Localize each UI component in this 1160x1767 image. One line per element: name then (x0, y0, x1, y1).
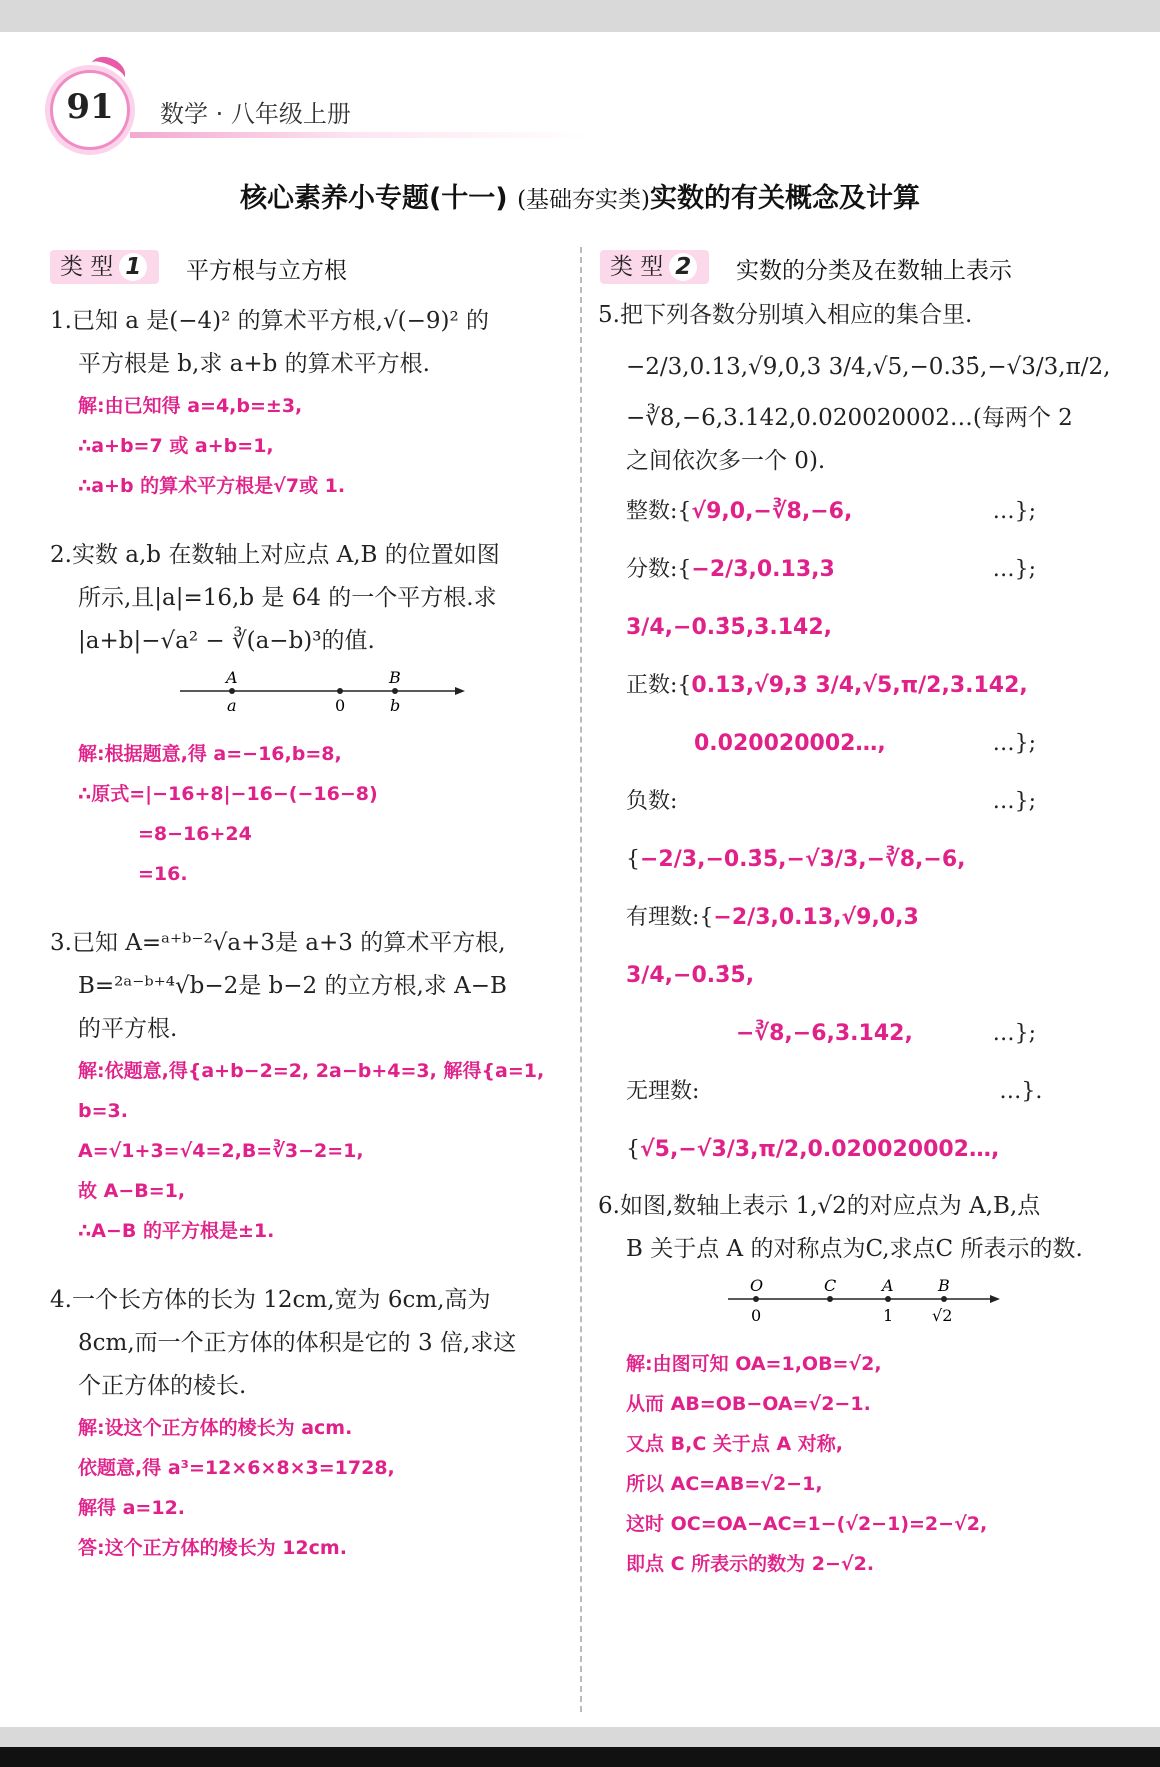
q5-line1: 5.把下列各数分别填入相应的集合里. (598, 302, 973, 328)
title-sub: (基础夯实类) (517, 187, 651, 213)
q2-point-zero (337, 688, 343, 694)
q6-axis-arrow (990, 1295, 1000, 1303)
q1-line2: 平方根是 b,求 a+b 的算术平方根. (78, 351, 430, 377)
q2-point-b (392, 688, 398, 694)
q6-point-a (885, 1296, 891, 1302)
q3-answer (50, 1051, 565, 1251)
set-value: √5,−√3/3,π/2,0.020020002…, (640, 1137, 1000, 1162)
q2-answer-line: =8−16+24 (138, 823, 252, 845)
q6-label-root2: √2 (932, 1306, 953, 1325)
q6-number-line (598, 1271, 1118, 1329)
set-value: √9,0,−∛8,−6, (691, 499, 853, 524)
q2-answer-line: =16. (138, 863, 188, 885)
q4-answer-line: 答:这个正方体的棱长为 12cm. (78, 1537, 347, 1559)
q1-answer-line: ∴a+b=7 或 a+b=1, (78, 435, 274, 457)
set-label: 有理数:{ (626, 905, 714, 930)
question-6 (598, 1185, 1118, 1271)
q6-label-O: O (750, 1276, 764, 1295)
q3-answer-line: 故 A−B=1, (78, 1180, 186, 1202)
title-main-a: 核心素养小专题(十一) (239, 183, 508, 214)
q1-answer (50, 386, 565, 506)
set-fractions (626, 541, 1036, 657)
document-page (0, 32, 1160, 1727)
bottom-bar (0, 1747, 1160, 1767)
set-value: −∛8,−6,3.142, (736, 1021, 913, 1046)
page-number: 91 (66, 87, 114, 127)
set-label: 整数:{ (626, 499, 692, 524)
q6-answer-line: 即点 C 所表示的数为 2−√2. (626, 1553, 875, 1575)
set-value: −2/3,0.13,3 3/4,−0.3̇5̇,3.142, (626, 557, 835, 640)
column-divider (580, 247, 582, 1712)
set-end: …}; (992, 789, 1036, 814)
q2-line2: 所示,且|a|=16,b 是 64 的一个平方根.求 (78, 585, 497, 611)
q2-label-A: A (226, 668, 238, 687)
q1-answer-line: ∴a+b 的算术平方根是√7或 1. (78, 475, 346, 497)
question-5 (598, 294, 1118, 483)
q6-point-o (753, 1296, 759, 1302)
header-underline (130, 132, 590, 138)
q2-point-a (229, 688, 235, 694)
q3-line2: B=²ᵃ⁻ᵇ⁺⁴√b−2是 b−2 的立方根,求 A−B (78, 973, 507, 999)
q2-line1: 2.实数 a,b 在数轴上对应点 A,B 的位置如图 (50, 542, 500, 568)
q6-answer-line: 所以 AC=AB=√2−1, (626, 1473, 823, 1495)
set-positive (626, 657, 1036, 715)
q6-answer-line: 这时 OC=OA−AC=1−(√2−1)=2−√2, (626, 1513, 988, 1535)
page-number-badge (50, 70, 130, 150)
set-end: …}; (992, 731, 1036, 756)
set-value: 0.020020002…, (694, 731, 886, 756)
set-positive-cont (626, 715, 1036, 773)
q2-answer-line: ∴原式=|−16+8|−16−(−16−8) (78, 783, 378, 805)
set-negative (626, 773, 1036, 889)
q6-label-C: C (824, 1276, 837, 1295)
page-title (0, 176, 1160, 215)
q1-answer-line: 解:由已知得 a=4,b=±3, (78, 395, 303, 417)
question-2 (50, 534, 565, 663)
q2-line3: |a+b|−√a² − ∛(a−b)³的值. (78, 628, 375, 654)
section2-tag-label: 类 型 (610, 254, 664, 280)
subject-label: 数学 · 八年级上册 (160, 100, 351, 128)
section1-tag-label: 类 型 (60, 254, 114, 280)
q4-answer-line: 依题意,得 a³=12×6×8×3=1728, (78, 1457, 395, 1479)
section1-title: 平方根与立方根 (186, 258, 347, 284)
q2-axis-arrow (455, 687, 465, 695)
set-irrational (626, 1063, 1043, 1179)
set-label: 负数:{ (626, 789, 678, 872)
q1-line1: 1.已知 a 是(−4)² 的算术平方根,√(−9)² 的 (50, 308, 490, 334)
q3-answer-line: ∴A−B 的平方根是±1. (78, 1220, 275, 1242)
set-end: …}; (992, 499, 1036, 524)
section1-tag-num: 1 (119, 253, 147, 281)
q6-label-one: 1 (883, 1306, 894, 1325)
q6-answer (598, 1344, 1118, 1584)
q4-line1: 4.一个长方体的长为 12cm,宽为 6cm,高为 (50, 1287, 491, 1313)
section1-tag (50, 250, 159, 284)
q5-sets (598, 483, 1118, 1179)
q6-label-A: A (882, 1276, 894, 1295)
q2-label-b: b (390, 696, 401, 715)
q6-answer-line: 从而 AB=OB−OA=√2−1. (626, 1393, 871, 1415)
left-column (50, 300, 565, 1568)
section2-title: 实数的分类及在数轴上表示 (736, 258, 1012, 284)
q3-line1: 3.已知 A=ᵃ⁺ᵇ⁻²√a+3是 a+3 的算术平方根, (50, 930, 506, 956)
q6-point-c (827, 1296, 833, 1302)
q3-answer-line: A=√1+3=√4=2,B=∛3−2=1, (78, 1140, 364, 1162)
set-value: −2/3,−0.3̇5̇,−√3/3,−∛8,−6, (640, 847, 966, 872)
set-value: −2/3,0.13,√9,0,3 3/4,−0.3̇5̇, (626, 905, 919, 988)
section2-tag (600, 250, 709, 284)
set-label: 正数:{ (626, 673, 692, 698)
q6-label-B: B (938, 1276, 950, 1295)
q2-label-zero: 0 (335, 696, 346, 715)
set-rational (626, 889, 1036, 1005)
q4-line3: 个正方体的棱长. (78, 1373, 247, 1399)
q2-label-B: B (389, 668, 401, 687)
q2-answer-line: 解:根据题意,得 a=−16,b=8, (78, 743, 342, 765)
section2-tag-num: 2 (669, 253, 697, 281)
set-integers (626, 483, 1036, 541)
question-3 (50, 922, 565, 1051)
q3-line3: 的平方根. (78, 1016, 178, 1042)
question-1 (50, 300, 565, 386)
q4-answer-line: 解:设这个正方体的棱长为 acm. (78, 1417, 353, 1439)
set-end: …}. (999, 1079, 1043, 1104)
right-column (598, 294, 1118, 1584)
set-label: 分数:{ (626, 557, 692, 582)
q6-point-b (941, 1296, 947, 1302)
set-end: …}; (992, 557, 1036, 582)
set-value: 0.13,√9,3 3/4,√5,π/2,3.142, (691, 673, 1028, 698)
q4-line2: 8cm,而一个正方体的体积是它的 3 倍,求这 (78, 1330, 517, 1356)
q2-answer (50, 734, 565, 894)
q5-nums2: −∛8,−6,3.142,0.020020002…(每两个 2 (626, 405, 1073, 431)
q6-answer-line: 解:由图可知 OA=1,OB=√2, (626, 1353, 882, 1375)
set-end: …}; (992, 1021, 1036, 1046)
q5-nums1: −2/3,0.13,√9,0,3 3/4,√5,−0.3̇5̇,−√3/3,π/2, (626, 354, 1111, 380)
set-label: 无理数:{ (626, 1079, 700, 1162)
question-4 (50, 1279, 565, 1408)
title-main-b: 实数的有关概念及计算 (650, 183, 921, 214)
q5-nums3: 之间依次多一个 0). (626, 448, 826, 474)
q3-answer-line: 解:依题意,得{a+b−2=2, 2a−b+4=3, 解得{a=1, b=3. (78, 1060, 545, 1122)
q6-label-zero: 0 (751, 1306, 762, 1325)
q6-line2: B 关于点 A 的对称点为C,求点C 所表示的数. (626, 1236, 1083, 1262)
q2-label-a: a (227, 696, 237, 715)
q2-number-line (50, 663, 565, 719)
q4-answer-line: 解得 a=12. (78, 1497, 186, 1519)
set-rational-cont (626, 1005, 1036, 1063)
q6-answer-line: 又点 B,C 关于点 A 对称, (626, 1433, 844, 1455)
q4-answer (50, 1408, 565, 1568)
q6-line1: 6.如图,数轴上表示 1,√2的对应点为 A,B,点 (598, 1193, 1041, 1219)
